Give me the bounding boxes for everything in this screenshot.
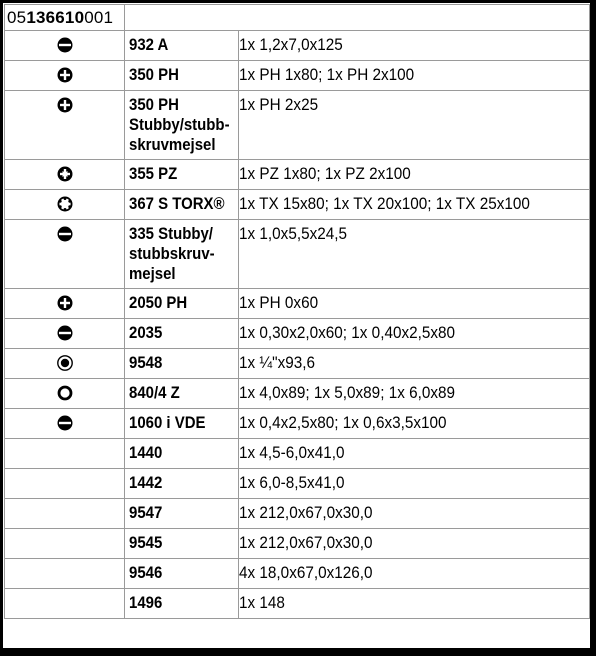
article-number-suffix: 001 (84, 7, 114, 27)
item-name-line: stubbskruv- (129, 244, 215, 263)
item-name-line: skruvmejsel (129, 135, 216, 154)
item-name-cell (125, 289, 239, 319)
table-row (5, 289, 590, 319)
item-name-line: 367 S TORX® (129, 194, 225, 213)
item-description: 1x 212,0x67,0x30,0 (239, 533, 373, 552)
item-name-line: 1496 (129, 593, 163, 612)
item-name-cell (125, 319, 239, 349)
item-description: 1x TX 15x80; 1x TX 20x100; 1x TX 25x100 (239, 194, 530, 213)
item-description: 1x PH 2x25 (239, 95, 319, 114)
item-name-line: 355 PZ (129, 164, 178, 183)
item-description: 1x ¼"x93,6 (239, 353, 316, 372)
item-name-cell (125, 529, 239, 559)
table-row (5, 469, 590, 499)
table-row (5, 349, 590, 379)
item-description: 1x PZ 1x80; 1x PZ 2x100 (239, 164, 411, 183)
pozidriv-icon (57, 166, 73, 182)
item-name-line: 1060 i VDE (129, 413, 206, 432)
item-description-cell (239, 559, 590, 589)
icon-cell (5, 349, 125, 379)
item-description: 1x 1,2x7,0x125 (239, 35, 343, 54)
item-name-line: 840/4 Z (129, 383, 180, 402)
article-number-row (5, 5, 590, 31)
phillips-icon (57, 97, 73, 113)
ring-icon (57, 385, 73, 401)
bit-holder-icon (57, 355, 73, 371)
icon-cell (5, 31, 125, 61)
item-name-cell (125, 379, 239, 409)
torx-icon (57, 196, 73, 212)
item-description-cell (239, 190, 590, 220)
item-description-cell (239, 469, 590, 499)
icon-cell (5, 499, 125, 529)
icon-cell (5, 589, 125, 619)
item-name-line: 9548 (129, 353, 163, 372)
article-number-prefix: 05 (7, 7, 27, 27)
item-name-cell (125, 61, 239, 91)
item-description: 1x PH 0x60 (239, 293, 319, 312)
item-name-line: 2050 PH (129, 293, 188, 312)
item-name-line: 350 PH (129, 95, 179, 114)
phillips-icon (57, 67, 73, 83)
item-description-cell (239, 160, 590, 190)
table-row (5, 91, 590, 160)
item-name-cell (125, 559, 239, 589)
table-row (5, 409, 590, 439)
icon-cell (5, 289, 125, 319)
item-description: 1x 1,0x5,5x24,5 (239, 224, 348, 243)
table-row (5, 529, 590, 559)
item-description: 1x 6,0-8,5x41,0 (239, 473, 345, 492)
item-description-cell (239, 349, 590, 379)
slotted-icon (57, 415, 73, 431)
item-description-cell (239, 31, 590, 61)
product-contents-sheet (3, 3, 590, 648)
icon-cell (5, 529, 125, 559)
item-description-cell (239, 61, 590, 91)
item-name-cell (125, 160, 239, 190)
item-name-line: 932 A (129, 35, 169, 54)
item-name-line: 335 Stubby/ (129, 224, 213, 243)
table-row (5, 190, 590, 220)
icon-cell (5, 91, 125, 160)
item-name-line: 1442 (129, 473, 163, 492)
item-description: 1x 0,30x2,0x60; 1x 0,40x2,5x80 (239, 323, 456, 342)
table-row (5, 559, 590, 589)
item-name-line: 1440 (129, 443, 163, 462)
item-name-cell (125, 91, 239, 160)
item-description: 1x PH 1x80; 1x PH 2x100 (239, 65, 415, 84)
item-name-cell (125, 349, 239, 379)
item-name-line: 350 PH (129, 65, 179, 84)
article-number-bold: 136610 (26, 7, 85, 27)
table-row (5, 220, 590, 289)
item-description: 1x 4,5-6,0x41,0 (239, 443, 345, 462)
item-name-cell (125, 190, 239, 220)
header-empty-cell (125, 5, 590, 31)
item-description: 1x 148 (239, 593, 285, 612)
item-name-line: 9546 (129, 563, 163, 582)
phillips-icon (57, 295, 73, 311)
item-description-cell (239, 289, 590, 319)
item-description-cell (239, 409, 590, 439)
item-name-cell (125, 469, 239, 499)
item-description-cell (239, 319, 590, 349)
item-name-cell (125, 409, 239, 439)
icon-cell (5, 469, 125, 499)
table-row (5, 160, 590, 190)
item-name-cell (125, 31, 239, 61)
table-row (5, 379, 590, 409)
item-description-cell (239, 91, 590, 160)
item-description: 1x 0,4x2,5x80; 1x 0,6x3,5x100 (239, 413, 447, 432)
table-row (5, 499, 590, 529)
item-name-cell (125, 589, 239, 619)
item-name-cell (125, 220, 239, 289)
item-name-line: Stubby/stubb- (129, 115, 230, 134)
item-name-line: 9547 (129, 503, 163, 522)
item-description-cell (239, 589, 590, 619)
icon-cell (5, 61, 125, 91)
table-row (5, 589, 590, 619)
table-row (5, 31, 590, 61)
slotted-icon (57, 226, 73, 242)
item-name-line: mejsel (129, 264, 176, 283)
item-name-cell (125, 499, 239, 529)
item-description: 4x 18,0x67,0x126,0 (239, 563, 373, 582)
item-description-cell (239, 499, 590, 529)
icon-cell (5, 190, 125, 220)
item-name-cell (125, 439, 239, 469)
icon-cell (5, 559, 125, 589)
table-row (5, 439, 590, 469)
table-row (5, 319, 590, 349)
item-description-cell (239, 220, 590, 289)
item-description-cell (239, 379, 590, 409)
slotted-icon (57, 325, 73, 341)
article-number (5, 5, 125, 31)
item-description: 1x 212,0x67,0x30,0 (239, 503, 373, 522)
icon-cell (5, 439, 125, 469)
icon-cell (5, 379, 125, 409)
item-name-line: 9545 (129, 533, 163, 552)
slotted-icon (57, 37, 73, 53)
icon-cell (5, 220, 125, 289)
item-name-line: 2035 (129, 323, 163, 342)
item-description-cell (239, 529, 590, 559)
icon-cell (5, 319, 125, 349)
item-description-cell (239, 439, 590, 469)
contents-table (4, 4, 590, 619)
icon-cell (5, 160, 125, 190)
table-row (5, 61, 590, 91)
item-description: 1x 4,0x89; 1x 5,0x89; 1x 6,0x89 (239, 383, 456, 402)
icon-cell (5, 409, 125, 439)
